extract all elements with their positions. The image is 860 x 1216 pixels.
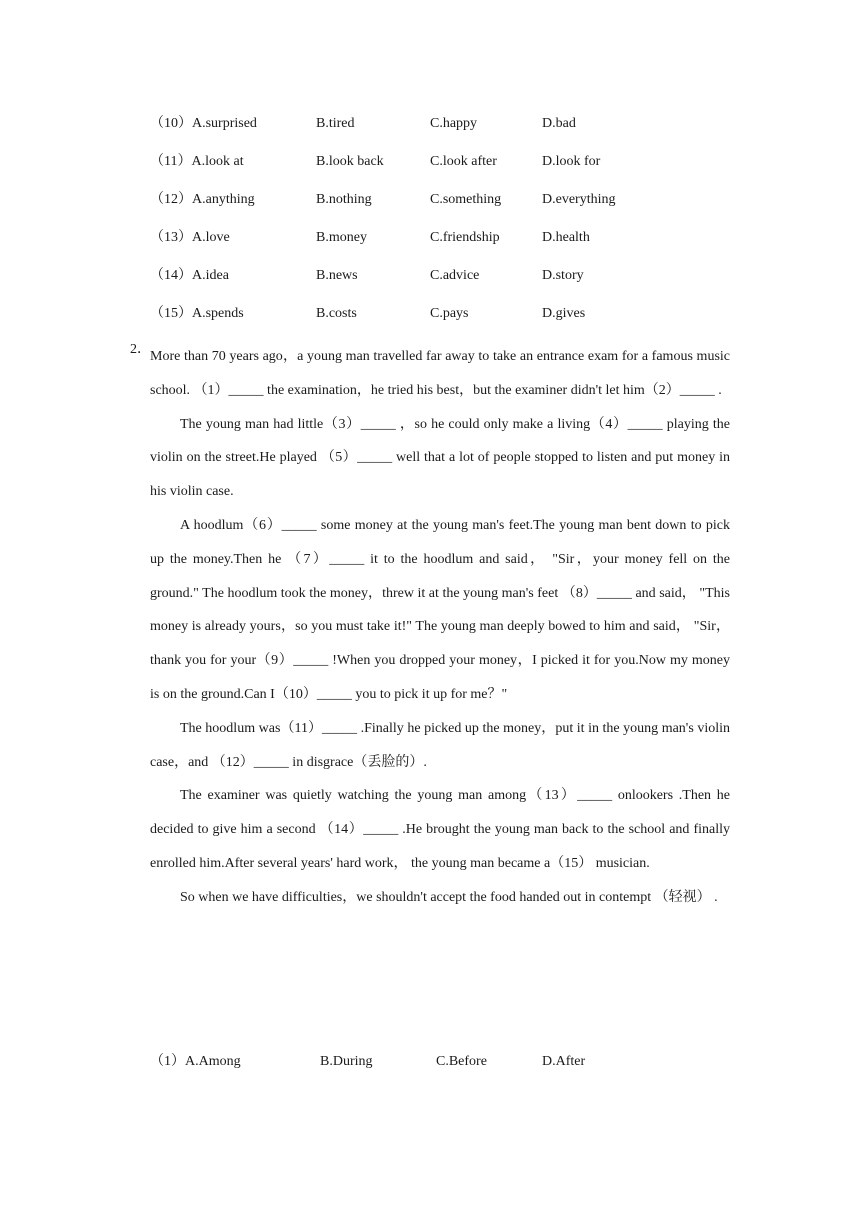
option-b: B.news xyxy=(316,268,358,283)
option-row-1 xyxy=(150,1052,650,1072)
option-c: C.advice xyxy=(430,268,480,283)
passage-paragraph: More than 70 years ago，a young man travelled far away to take an entrance exam for a famous music school. （1）_____ the examination，he tried his best，but the examiner didn't let him（2）_____ . xyxy=(150,349,730,398)
option-d: D.health xyxy=(542,230,590,245)
option-c: C.something xyxy=(430,192,502,207)
option-a: （1）A.Among xyxy=(150,1054,241,1069)
option-a: （11）A.look at xyxy=(150,154,244,169)
option-d: D.story xyxy=(542,268,584,283)
option-c: C.friendship xyxy=(430,230,500,245)
passage-paragraph: A hoodlum（6）_____ some money at the young man's feet.The young man bent down to pick up the money.Then he （7）_____ it to the hoodlum and said， "Sir，your money fell on the ground." The hoodlum took the money，threw it at the young man's feet （8）_____ and said， "This money is already yours，so you must take it!" The young man deeply bowed to him and said， "Sir，thank you for your（9）_____ !When you dropped your money，I picked it for you.Now my money is on the ground.Can I（10）_____ you to pick it up for me？" xyxy=(150,517,730,702)
option-d: D.everything xyxy=(542,192,616,207)
option-b: B.During xyxy=(320,1054,373,1069)
option-c: C.Before xyxy=(436,1054,487,1069)
option-b: B.tired xyxy=(316,116,355,131)
option-d: D.bad xyxy=(542,116,576,131)
cloze-passage xyxy=(150,340,730,915)
option-c: C.pays xyxy=(430,306,469,321)
option-d: D.look for xyxy=(542,154,601,169)
question-number: 2． xyxy=(130,342,151,357)
option-d: D.gives xyxy=(542,306,586,321)
option-a: （15）A.spends xyxy=(150,306,244,321)
option-a: （12）A.anything xyxy=(150,192,255,207)
passage-paragraph: So when we have difficulties，we shouldn't accept the food handed out in contempt （轻视） . xyxy=(180,889,718,905)
passage-paragraph: The hoodlum was（11）_____ .Finally he picked up the money，put it in the young man's violin case，and （12）_____ in disgrace（丢脸的）. xyxy=(150,720,730,770)
option-b: B.money xyxy=(316,230,367,245)
option-a: （10）A.surprised xyxy=(150,116,257,131)
option-b: B.look back xyxy=(316,154,384,169)
option-c: C.happy xyxy=(430,116,478,131)
passage-paragraph: The examiner was quietly watching the young man among（13）_____ onlookers .Then he decided to give him a second （14）_____ .He brought the young man back to the school and finally enrolled him.After several years' hard work， the young man became a（15） musician. xyxy=(150,788,730,871)
passage-paragraph: The young man had little（3）_____ ，so he could only make a living（4）_____ playing the violin on the street.He played （5）_____ well that a lot of people stopped to listen and put money in his violin case. xyxy=(150,416,730,500)
option-a: （13）A.love xyxy=(150,230,230,245)
option-b: B.costs xyxy=(316,306,357,321)
option-d: D.After xyxy=(542,1054,586,1069)
option-b: B.nothing xyxy=(316,192,372,207)
option-c: C.look after xyxy=(430,154,497,169)
option-a: （14）A.idea xyxy=(150,268,229,283)
